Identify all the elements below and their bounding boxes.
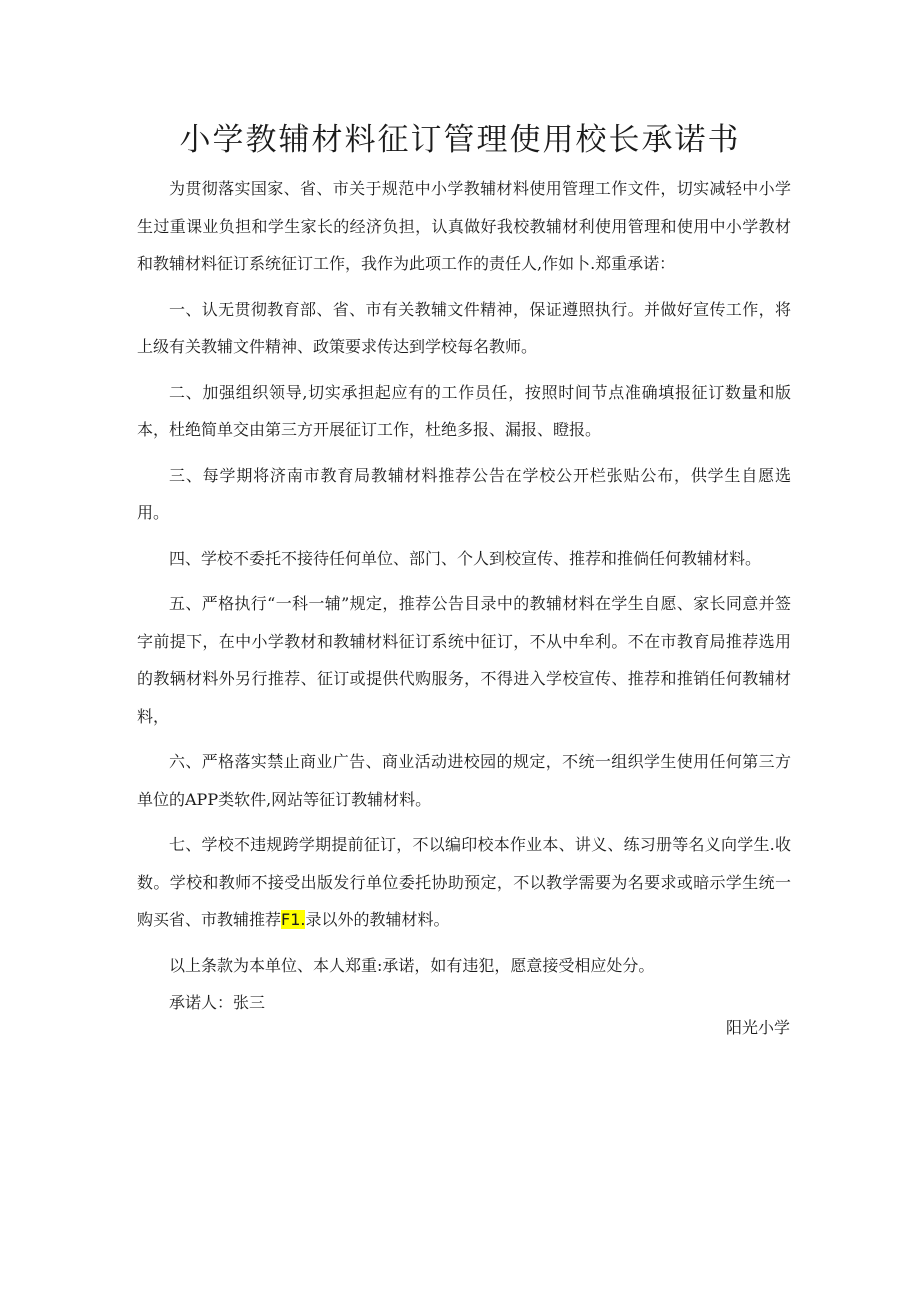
document-title: 小学教辅材料征订管理使用校长承诺书 <box>179 122 741 158</box>
clause-4: 四、学校不委托不接待任何单位、部门、个人到校宣传、推荐和推倘任何教辅材料。 <box>169 548 762 568</box>
clause-6: 六、严格落实禁止商业广告、商业活动进校园的规定，不统一组织学生使用任何第三方单位的APP类软件,网站等征订教辅材料。 <box>137 752 791 809</box>
highlighted-text: F1. <box>281 910 306 929</box>
clause-7-text-b: 录以外的教辅材料。 <box>305 910 450 929</box>
school-name: 阳光小学 <box>725 1018 790 1037</box>
closing-statement: 以上条款为本单位、本人郑重:承诺，如有违犯，愿意接受相应处分。 <box>169 955 655 975</box>
clause-3: 三、每学期将济南市教育局教辅材料推荐公告在学校公开栏张贴公布，供学生自愿选用。 <box>137 465 791 522</box>
promisor-line: 承诺人：张三 <box>169 993 266 1012</box>
clause-5: 五、严格执行“一科一辅”规定，推荐公告目录中的教辅材料在学生自愿、家长同意并签字前提下，在中小学教材和教辅材料征订系统中征订，不从中牟利。不在市教育局推荐选用的教辆材料外另行推荐、征订或提供代购服务，不得进入学校宣传、推荐和推销任何教辅材料， <box>137 594 791 726</box>
intro-paragraph: 为贯彻落实国家、省、市关于规范中小学教辅材料使用管理工作文件，切实减轻中小学生过重课业负担和学生家长的经济负担，认真做好我校教辅材利使用管理和使用中小学教材和教辅材料征订系统征订工作，我作为此项工作的责任人,作如卜.郑重承诺： <box>137 179 791 273</box>
clause-1: 一、认无贯彻教育部、省、市有关教辅文件精神，保证遵照执行。并做好宣传工作，将上级有关教辅文件精神、政策要求传达到学校每名教师。 <box>137 299 791 356</box>
clause-7 <box>137 826 791 939</box>
document-body <box>137 170 791 1022</box>
clause-7-text-a: 七、学校不违规跨学期提前征订，不以编印校本作业本、讲义、练习册等名义向学生.收数。学校和教师不接受出版发行单位委托协助预定，不以教学需要为名要求或暗示学生统一购买省、市教辅推荐 <box>137 835 791 929</box>
clause-2: 二、加强组织领导,切实承担起应有的工作员任，按照时间节点准确填报征订数量和版本，杜绝简单交由第三方开展征订工作，杜绝多报、漏报、瞪报。 <box>137 382 791 439</box>
